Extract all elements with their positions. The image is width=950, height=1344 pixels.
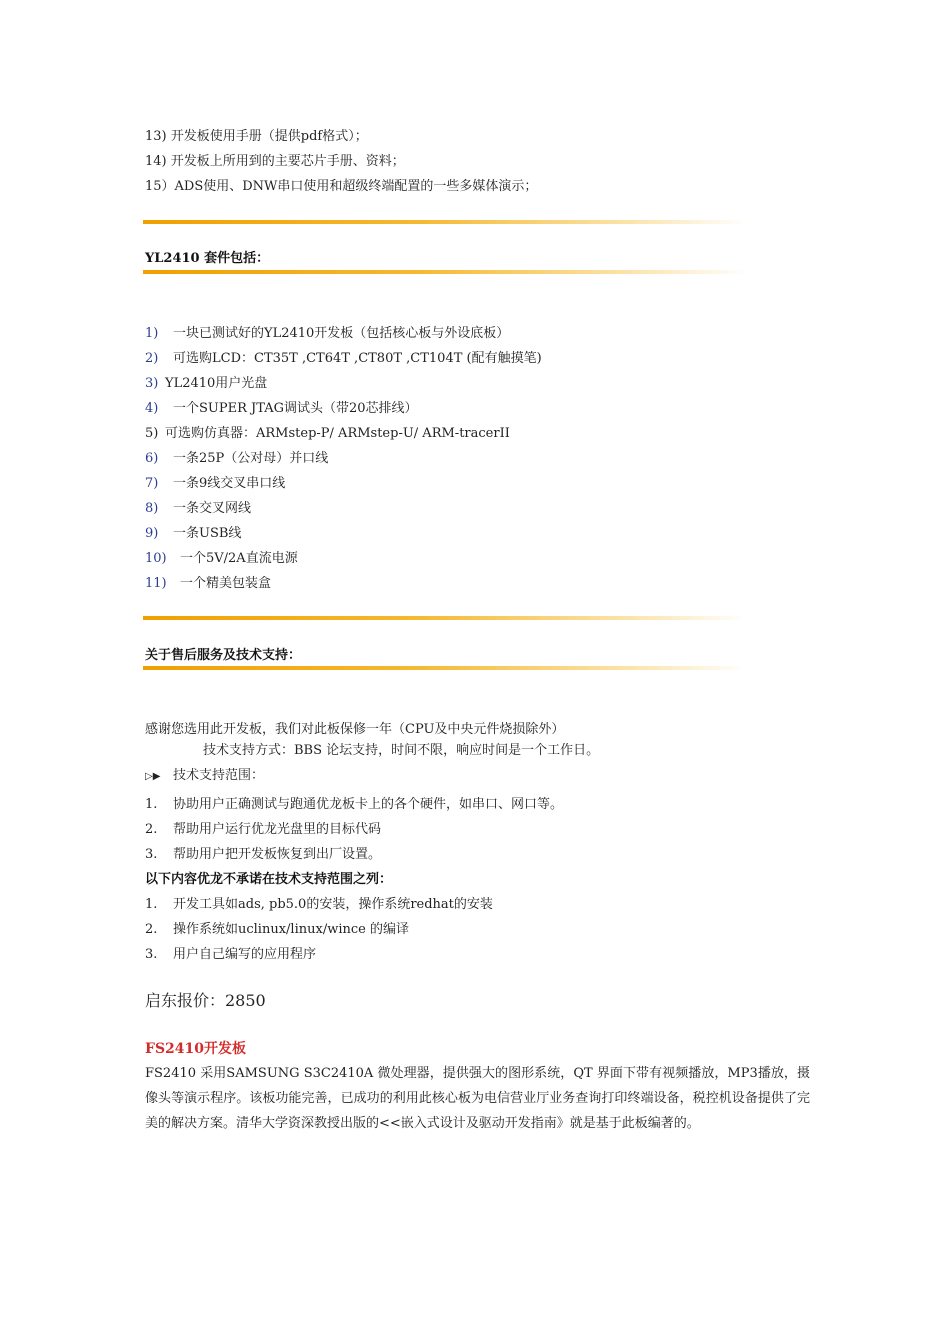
exclusion-item-text: 操作系统如uclinux/linux/wince 的编译: [173, 922, 409, 937]
kit-item-text: 一个精美包装盒: [180, 576, 272, 591]
kit-item-number: 8): [145, 501, 159, 516]
service-heading: 关于售后服务及技术支持：: [145, 648, 302, 663]
section-divider: [143, 666, 748, 670]
kit-item: [145, 500, 251, 518]
kit-item: [145, 325, 509, 343]
kit-item-text: 一块已测试好的YL2410开发板（包括核心板与外设底板）: [173, 326, 510, 341]
kit-item-number: 1): [145, 326, 159, 341]
kit-item-text: 一条USB线: [173, 526, 242, 541]
kit-item-number: 6): [145, 451, 159, 466]
kit-item: [145, 375, 267, 393]
kit-item: [145, 475, 285, 493]
kit-item-text: YL2410用户光盘: [165, 376, 268, 391]
kit-item: [145, 525, 241, 543]
support-method-text: 技术支持方式：BBS 论坛支持，时间不限，响应时间是一个工作日。: [203, 743, 600, 758]
exclusion-item-number: 1.: [145, 897, 158, 912]
kit-item-text: 一个SUPER JTAG调试头（带20芯排线）: [173, 401, 418, 416]
section-divider: [143, 220, 748, 224]
kit-item-number: 11): [145, 576, 167, 591]
fs2410-description: FS2410 采用SAMSUNG S3C2410A 微处理器，提供强大的图形系统，QT 界面下带有视频播放，MP3播放，摄像头等演示程序。该板功能完善，已成功的利用此核心板为电信营业厅业务查询打印终端设备，税控机设备提供了完美的解决方案。清华大学资深教授出版的<<嵌入式设计及驱动开发指南》就是基于此板编著的。: [145, 1066, 810, 1131]
exclusion-item-text: 用户自己编写的应用程序: [173, 947, 317, 962]
kit-item-number: 2): [145, 351, 159, 366]
scope-item-number: 1.: [145, 797, 158, 812]
warranty-text: 感谢您选用此开发板，我们对此板保修一年（CPU及中央元件烧损除外）: [145, 722, 565, 737]
scope-item-number: 2.: [145, 822, 158, 837]
kit-item: [145, 450, 328, 468]
kit-item-number: 3): [145, 376, 159, 391]
kit-item-text: 一个5V/2A直流电源: [180, 551, 298, 566]
kit-item-text: 一条交叉网线: [173, 501, 252, 516]
kit-item: [145, 425, 510, 443]
top-list-item-14: 14) 开发板上所用到的主要芯片手册、资料；: [145, 154, 405, 169]
fs2410-title: FS2410开发板: [145, 1041, 247, 1057]
kit-item-number: 4): [145, 401, 159, 416]
kit-item: [145, 575, 271, 593]
scope-item-text: 协助用户正确测试与跑通优龙板卡上的各个硬件，如串口、网口等。: [173, 797, 564, 812]
support-scope-row: [145, 767, 264, 786]
kit-item: [145, 550, 298, 568]
section-divider: [143, 616, 748, 620]
kit-item-text: 一条9线交叉串口线: [173, 476, 286, 491]
kit-item-number: 5): [145, 426, 159, 441]
exclusion-item: [145, 896, 493, 914]
kit-item: [145, 350, 542, 368]
exclusion-item-text: 开发工具如ads, pb5.0的安装，操作系统redhat的安装: [173, 897, 493, 912]
support-scope-label: 技术支持范围：: [173, 768, 265, 783]
price-text: 启东报价：2850: [145, 991, 266, 1010]
kit-item-text: 一条25P（公对母）并口线: [173, 451, 329, 466]
kit-heading: YL2410 套件包括：: [145, 251, 270, 266]
kit-item-text: 可选购LCD：CT35T ,CT64T ,CT80T ,CT104T (配有触摸笔): [173, 351, 542, 366]
scope-item: [145, 796, 563, 814]
exclusion-heading: 以下内容优龙不承诺在技术支持范围之列：: [145, 872, 393, 887]
exclusion-item-number: 2.: [145, 922, 158, 937]
kit-item-number: 9): [145, 526, 159, 541]
scope-item-text: 帮助用户运行优龙光盘里的目标代码: [173, 822, 382, 837]
kit-item-number: 7): [145, 476, 159, 491]
section-divider: [143, 270, 748, 274]
kit-item-number: 10): [145, 551, 167, 566]
kit-item-text: 可选购仿真器：ARMstep-P/ ARMstep-U/ ARM-tracerII: [165, 426, 510, 441]
top-list-item-15: 15）ADS使用、DNW串口使用和超级终端配置的一些多媒体演示；: [145, 179, 538, 194]
top-list-item-13: 13) 开发板使用手册（提供pdf格式）；: [145, 129, 368, 144]
exclusion-item: [145, 921, 409, 939]
scope-item-text: 帮助用户把开发板恢复到出厂设置。: [173, 847, 382, 862]
exclusion-item-number: 3.: [145, 947, 158, 962]
kit-item: [145, 400, 418, 418]
exclusion-item: [145, 946, 316, 964]
scope-item: [145, 846, 381, 864]
scope-item: [145, 821, 381, 839]
arrow-bullet-icon: ▷▶: [145, 771, 161, 782]
scope-item-number: 3.: [145, 847, 158, 862]
